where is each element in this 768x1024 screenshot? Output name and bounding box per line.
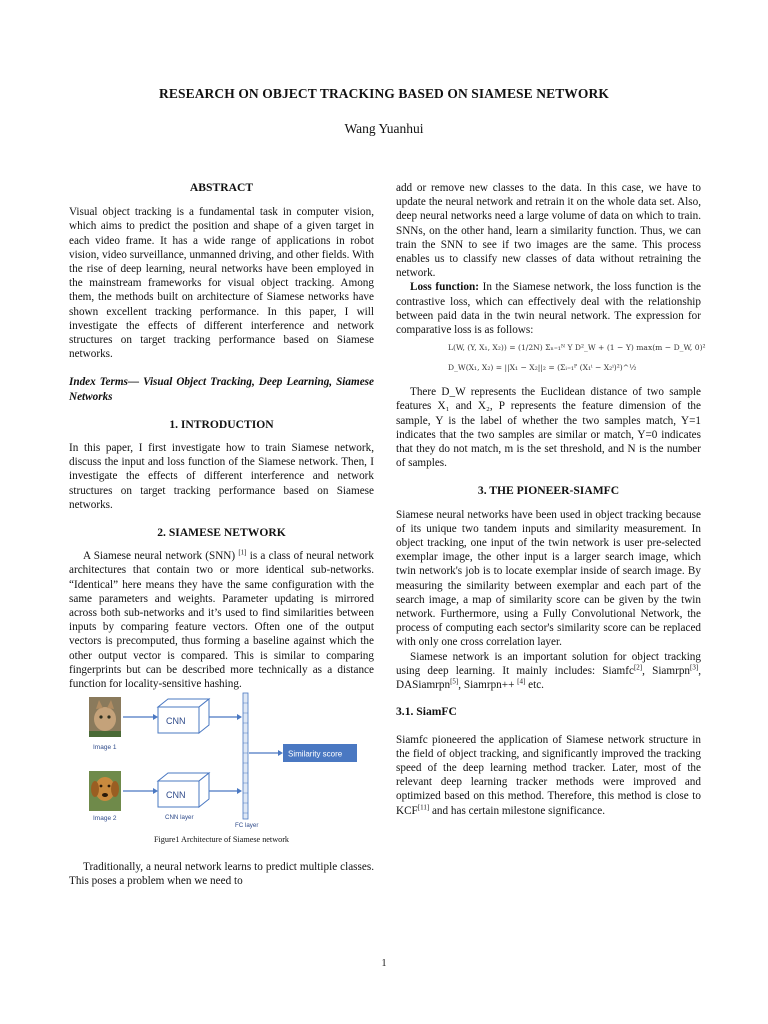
siamfc-heading: 3.1. SiamFC bbox=[396, 705, 457, 719]
citation-1: [1] bbox=[238, 548, 247, 557]
siamese-paragraph-2: Traditionally, a neural network learns to predict multiple classes. This poses a problem when we need to bbox=[69, 860, 374, 887]
abstract-text: Visual object tracking is a fundamental task in computer vision, which aims to predict the position and shape of a given target in each video frame. It has a wide range of applications in robot vision, video surveillance, unmanned driving, and other fields. With the rise of deep learning, neural networks have been employed in the mainstream frameworks for visual object tracking. Among them, the methods built on architecture of Siamese networks have shown excellent tracking performance. In this paper, I will investigate the effects of different interference and network structures on target tracking performance based on Siamese networks. bbox=[69, 206, 374, 361]
cnn-layer-label: CNN layer bbox=[165, 814, 194, 822]
fc-layer-label: FC layer bbox=[235, 822, 259, 830]
siamese-heading: 2. SIAMESE NETWORK bbox=[157, 526, 286, 540]
svg-text:Similarity score: Similarity score bbox=[288, 749, 343, 759]
svg-text:CNN: CNN bbox=[166, 716, 186, 727]
siamese-paragraph-1: A Siamese neural network (SNN) [1] is a class of neural network architectures that contain two or more identical sub-networks. “Identical” here means they have the same configuration with the same parameters and weights. Parameter updating is mirrored across both sub-networks and it’s used to find similarities between inputs by comparing feature vectors. Often one of the output vectors is precomputed, thus forming a baseline against which the other output vector is compared. This is similar to comparing fingerprints but can be described more technically as a distance function for locality-sensitive hashing. bbox=[69, 548, 374, 691]
pioneer-paragraph-2: Siamese network is an important solution for object tracking using deep learning. It mainly includes: Siamfc[2], Siamrpn[3], DASiamrpn[5], Siamrpn++ [4] etc. bbox=[396, 650, 701, 692]
intro-heading: 1. INTRODUCTION bbox=[169, 417, 274, 431]
siamese-paragraph-2-continued: add or remove new classes to the data. In this case, we have to update the neural network and retrain it on the whole data set. Also, deep neural networks need a large volume of data on which to train. SNNs, on the other hand, learn a similarity function. Thus, we can train the SNN to see if two images are the same. This process enables us to classify new classes of data without retraining the network. bbox=[396, 182, 701, 280]
equation-explanation: There D_W represents the Euclidean distance of two sample features X₁ and X₂, P represents the feature dimension of the sample, Y is the label of whether the two samples match, Y=1 indicates that the two samples are similar or match, Y=0 indicates that they do not match, m is the set threshold, and N is the number of samples. bbox=[396, 386, 701, 470]
author-name: Wang Yuanhui bbox=[344, 121, 424, 136]
image1-label: Image 1 bbox=[93, 744, 117, 752]
pioneer-heading: 3. THE PIONEER-SIAMFC bbox=[477, 484, 620, 498]
left-column bbox=[69, 181, 374, 888]
abstract-heading: ABSTRACT bbox=[189, 181, 254, 194]
cnn-block-top bbox=[158, 699, 209, 733]
equation-loss: L(W, (Y, X₁, X₂)) = (1/2N) Σₙ₌₁ᴺ Y D²_W + (1 − Y) max(m − D_W, 0)² bbox=[448, 343, 706, 353]
loss-function-label: Loss function: bbox=[410, 281, 479, 294]
cnn-block-bottom bbox=[158, 773, 209, 807]
fc-layer-bar bbox=[243, 693, 248, 819]
figure-caption: Figure1 Architecture of Siamese network bbox=[153, 835, 290, 845]
svg-text:CNN: CNN bbox=[166, 790, 186, 801]
intro-text: In this paper, I first investigate how to train Siamese network, discuss the input and loss function of the Siamese network. Then, I investigate the effects of different interference and network structures on target tracking performance based on Siamese networks. bbox=[69, 442, 374, 511]
similarity-score-box bbox=[283, 744, 357, 762]
paper-title: RESEARCH ON OBJECT TRACKING BASED ON SIAMESE NETWORK bbox=[159, 86, 609, 101]
siamfc-paragraph: Siamfc pioneered the application of Siamese network structure in the field of object tracking, and significantly improved the tracking speed of the deep learning method tracker. Later, most of the relevant deep learning tracker methods were improved and optimized based on this method. Therefore, this method is close to KCF[11] and has certain milestone significance. bbox=[396, 733, 701, 817]
cat-image bbox=[89, 697, 121, 737]
siamese-architecture-figure bbox=[69, 691, 374, 833]
figure-diagram bbox=[69, 691, 374, 833]
loss-function-paragraph: Loss function: In the Siamese network, the loss function is the contrastive loss, which can effectively deal with the relationship between paid data in the twin neural network. The expression for comparative loss is as follows: bbox=[396, 281, 702, 337]
image2-label: Image 2 bbox=[93, 815, 117, 823]
right-column bbox=[396, 181, 706, 818]
page-number: 1 bbox=[381, 958, 387, 969]
dog-image bbox=[89, 771, 121, 811]
pioneer-paragraph-1: Siamese neural networks have been used in object tracking because of its unique two tandem inputs and similarity measurement. In object tracking, one input of the twin network is user pre-selected exemplar image, the other input is a larger search image, which twin network's job is to locate exemplar inside of search image. By measuring the similarity between exemplar and each part of the search image, a map of similarity score can be given by the twin network. Furthermore, using a Fully Convolutional Network, the process of computing each sector's similarity score can be replaced with only one cross correlation layer. bbox=[396, 508, 701, 649]
index-terms: Index Terms— Visual Object Tracking, Deep Learning, Siamese Networks bbox=[69, 376, 374, 403]
contrastive-loss-equation bbox=[396, 337, 706, 375]
equation-distance: D_W(X₁, X₂) = ||X₁ − X₂||₂ = (Σᵢ₌₁ᴾ (X₁ⁱ − X₂ⁱ)²)^½ bbox=[448, 363, 637, 373]
